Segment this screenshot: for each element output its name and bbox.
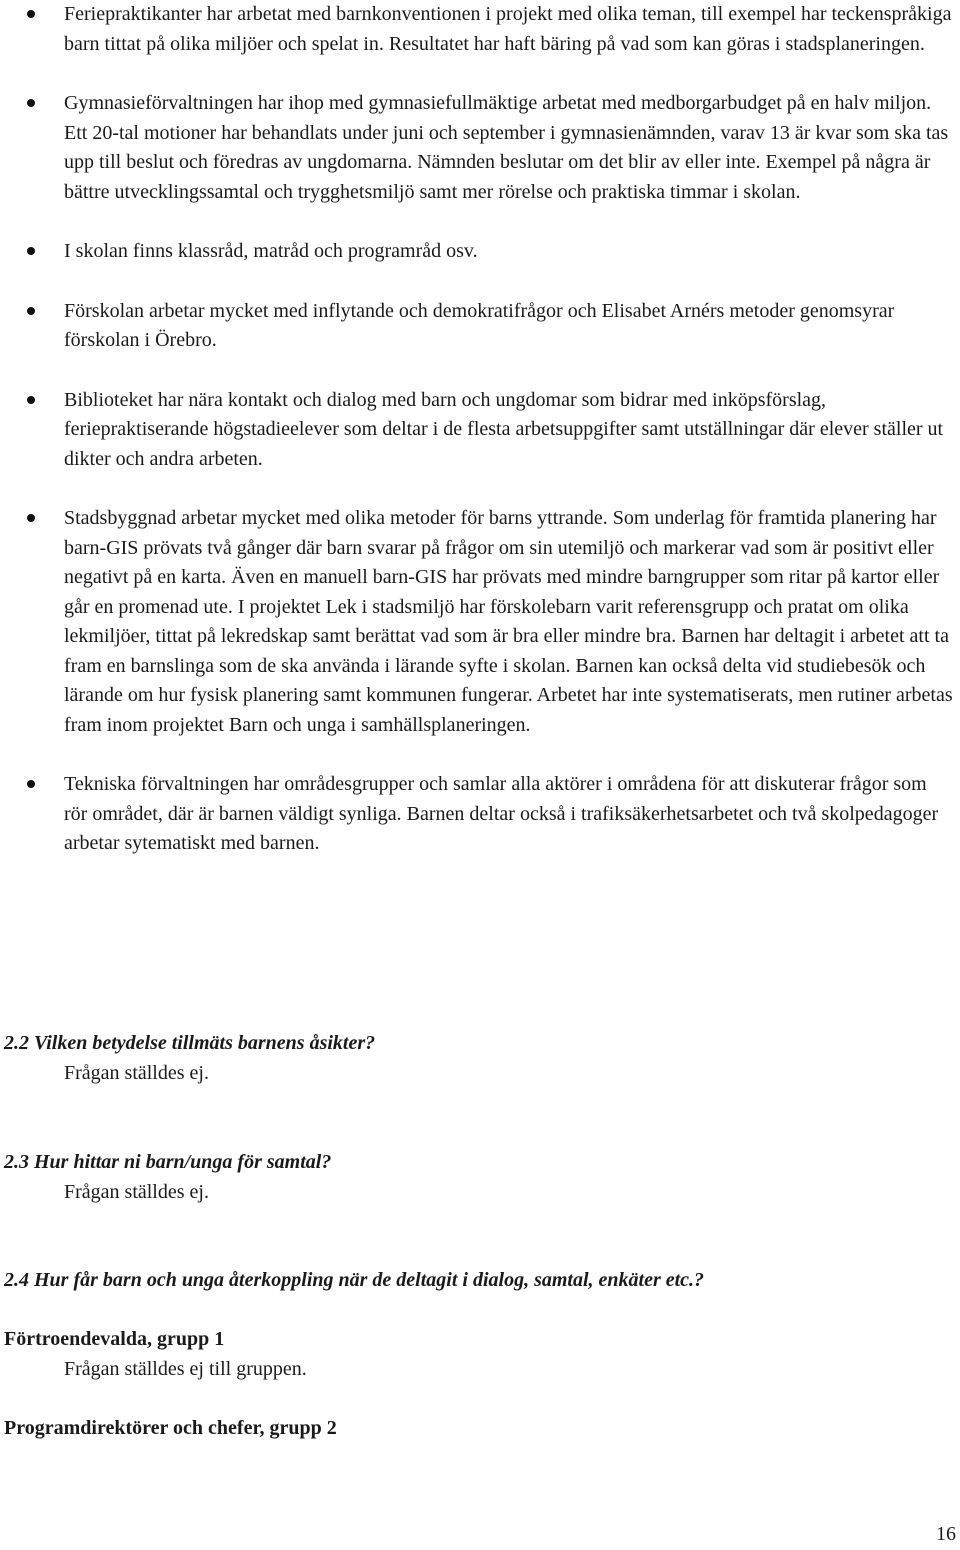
group-heading: Programdirektörer och chefer, grupp 2 [4, 1417, 337, 1439]
bullet-text: Tekniska förvaltningen har områdesgrupper och samlar alla aktörer i områdena för att diskuterar frågor som rör området, där är barnen väldigt synliga. Barnen deltar också i trafiksäkerhetsarbetet och två skolpedagoger arbetar sytematiskt med barnen. [64, 773, 939, 854]
bullet-icon [27, 10, 35, 18]
list-item [0, 297, 960, 356]
section-2-2 [4, 1029, 954, 1088]
bullet-text: Förskolan arbetar mycket med inflytande och demokratifrågor och Elisabet Arnérs metoder genomsyrar förskolan i Örebro. [64, 299, 895, 351]
bullet-icon [27, 99, 35, 107]
list-item [0, 237, 960, 267]
bullet-icon [27, 396, 35, 404]
bullet-icon [27, 780, 35, 788]
bullet-icon [27, 247, 35, 255]
section-2-3 [4, 1148, 954, 1207]
list-item [0, 0, 960, 59]
list-item [0, 504, 960, 740]
bullet-text: I skolan finns klassråd, matråd och programråd osv. [64, 240, 478, 262]
section-heading: 2.3 Hur hittar ni barn/unga för samtal? [4, 1151, 332, 1173]
group-1 [4, 1325, 954, 1384]
list-item [0, 770, 960, 859]
group-2 [4, 1414, 954, 1444]
bullet-text: Feriepraktikanter har arbetat med barnkonventionen i projekt med olika teman, till exempel har teckenspråkiga barn tittat på olika miljöer och spelat in. Resultatet har haft bäring på vad som kan göras i stadsplaneringen. [64, 3, 952, 55]
section-heading: 2.2 Vilken betydelse tillmäts barnens åsikter? [4, 1032, 376, 1054]
section-2-4 [4, 1266, 954, 1296]
bullet-text: Gymnasieförvaltningen har ihop med gymnasiefullmäktige arbetat med medborgarbudget på en halv miljon. Ett 20-tal motioner har behandlats under juni och september i gymnasienämnden, varav 13 är kvar som ska tas upp till beslut och föredras av ungdomarna. Nämnden beslutar om det blir av eller inte. Exempel på några är bättre utvecklingssamtal och trygghetsmiljö samt mer rörelse och praktiska timmar i skolan. [64, 92, 949, 203]
group-heading: Förtroendevalda, grupp 1 [4, 1328, 225, 1350]
list-item [0, 89, 960, 207]
section-answer: Frågan ställdes ej. [64, 1180, 209, 1203]
bullet-icon [27, 307, 35, 315]
group-answer: Frågan ställdes ej till gruppen. [64, 1357, 307, 1380]
list-item [0, 386, 960, 475]
bullet-text: Stadsbyggnad arbetar mycket med olika metoder för barns yttrande. Som underlag för framtida planering har barn-GIS prövats två gånger där barn svarar på frågor om sin utemiljö och markerar vad som är positivt eller negativt på en karta. Även en manuell barn-GIS har prövats med mindre barngrupper som ritar på kartor eller går en promenad ute. I projektet Lek i stadsmiljö har förskolebarn varit referensgrupp och pratat om olika lekmiljöer, tittat på lekredskap samt berättat vad som är bra eller mindre bra. Barnen har deltagit i arbetet att ta fram en barnslinga som de ska använda i lärande syfte i skolan. Barnen kan också delta vid studiebesök och lärande om hur fysisk planering samt kommunen fungerar. Arbetet har inte systematiserats, men rutiner arbetas fram inom projektet Barn och unga i samhällsplaneringen. [64, 507, 953, 736]
page-number: 16 [936, 1523, 956, 1545]
section-heading: 2.4 Hur får barn och unga återkoppling när de deltagit i dialog, samtal, enkäter etc.? [4, 1269, 705, 1291]
bullet-icon [27, 514, 35, 522]
section-answer: Frågan ställdes ej. [64, 1061, 209, 1084]
bullet-text: Biblioteket har nära kontakt och dialog med barn och ungdomar som bidrar med inköpsförslag, feriepraktiserande högstadieelever som deltar i de flesta arbetsuppgifter samt utställningar där elever ställer ut dikter och andra arbeten. [64, 388, 944, 470]
